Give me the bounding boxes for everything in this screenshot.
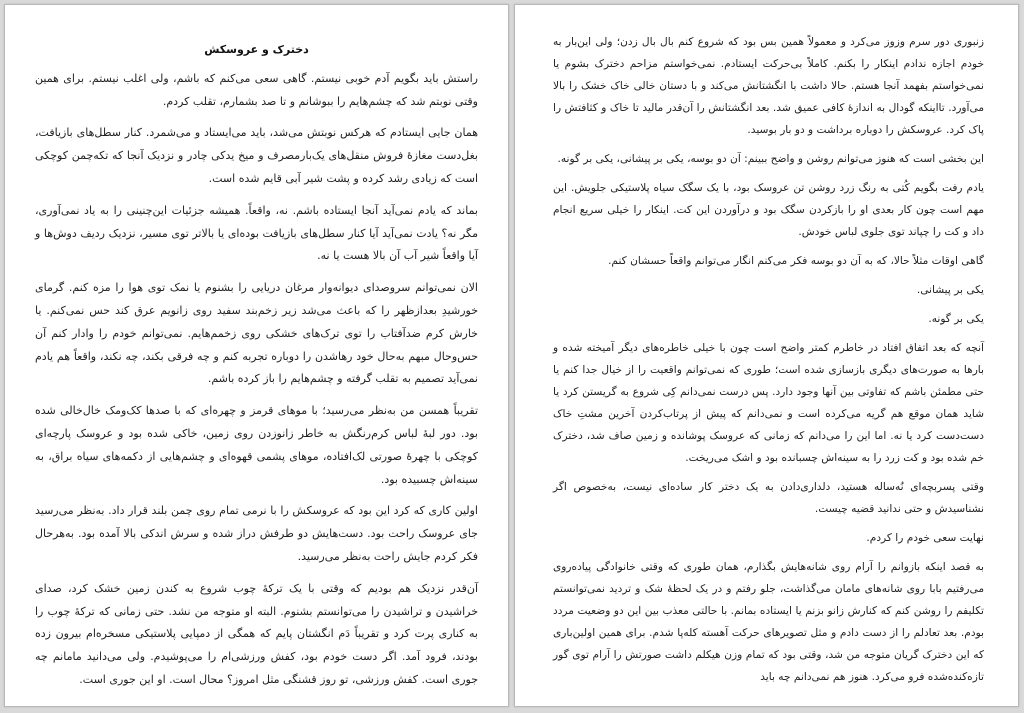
paragraph: گاهی اوقات مثلاً حالا، که به آن دو بوسه فکر می‌کنم انگار می‌توانم واقعاً حسشان کنم. — [608, 255, 984, 267]
paragraph: الان نمی‌توانم سروصدای دیوانه‌وار مرغان دریایی را بشنوم یا نمک توی هوا را مزه کنم. گرمای خورشیدِ بعدازظهر را که باعث می‌شد زیر زخم‌بند سفید روی زانویم عرق کند حس نمی‌کنم. یا خارش کرم ضدآفتاب را توی ترک‌های خشکی روی زخمم‌هایم. نمی‌توانم خودم را وادار کنم آن حس‌وحال مبهم به‌حال خود رهاشدن را دوباره تجربه کنم و چه فرقی بکند، چه نکند، واقعاً هم یادم نمی‌آید تصمیم به تقلب گرفته و چشم‌هایم را باز کرده باشم. — [35, 281, 478, 386]
paragraph: این بخشی است که هنوز می‌توانم روشن و واضح ببینم: آن دو بوسه، یکی بر پیشانی، یکی بر گونه. — [557, 153, 984, 165]
paragraph: به قصد اینکه بازوانم را آرام روی شانه‌هایش بگذارم، همان طوری که وقتی خانوادگی پیاده‌روی می‌رفتیم بابا روی شانه‌های مامان می‌گذاشت، جلو رفتم و در یک لحظهٔ شک و تردید نمی‌توانستم تکلیفم را روشن کنم که کنارش زانو بزنم یا ایستاده بمانم. با حالتی معذب بین این دو وضعیت مردد بودم. بعد تعادلم را از دست دادم و مثل تصویرهای حرکت آهسته کله‌پا شدم. برای همین اولین‌باری که این دخترک گریان متوجه من شد، وقتی بود که تمام وزن هیکلم داشت صورتش را آرام توی گور تازه‌کنده‌شده فرو می‌کرد. هنوز هم نمی‌دانم چه باید — [553, 561, 984, 683]
paragraph: تقریباً همسن من به‌نظر می‌رسید؛ با موهای قرمز و چهره‌ای که با صدها کک‌ومک خال‌خالی شده بود. دور لبهٔ لباس کرم‌رنگش به خاطر زانوزدن روی زمین، خاکی شده بود و عروسک پارچه‌ای کوچکی با چهرهٔ صورتی لک‌افتاده، موهای پشمی قهوه‌ای و چشم‌هایی از دکمه‌های سیاه براق، به سینه‌اش چسبیده بود. — [35, 404, 478, 486]
chapter-title: دخترک و عروسکش — [204, 43, 309, 56]
left-page-text — [35, 39, 478, 692]
paragraph: آنچه که بعد اتفاق افتاد در خاطرم کمتر واضح است چون با خیلی خاطره‌های دیگر آمیخته شده و بارها به صورت‌های دیگری بازسازی شده است؛ طوری که نمی‌توانم واقعیت را از خیال جدا کنم یا حتی مطمئن باشم که تفاوتی بین آنها وجود دارد. پس درست نمی‌دانم کِی شروع به گریستن کرد یا شاید همان موقع هم گریه می‌کرده است و نمی‌دانم که پیش از پرتاب‌کردن آخرین مشتِ خاک دست‌دست کرد یا نه. اما این را می‌دانم که زمانی که عروسک پوشانده و زمین صاف شد، دخترک خم شده بود و کت زرد را به سینه‌اش چسبانده بود و اشک می‌ریخت. — [553, 342, 984, 464]
paragraph: یکی بر پیشانی. — [916, 284, 984, 296]
paragraph: نهایت سعی خودم را کردم. — [866, 532, 984, 544]
paragraph: اولین کاری که کرد این بود که عروسکش را با نرمی تمام روی چمن بلند قرار داد. به‌نظر می‌رسید جای عروسک راحت بود. دست‌هایش دو طرفش دراز شده و سرش اندکی بالا آمده بود. به‌هرحال فکر کردم جایش راحت به‌نظر می‌رسید. — [35, 504, 478, 563]
paragraph: بماند که یادم نمی‌آید آنجا ایستاده باشم. نه، واقعاً. همیشه جزئیات این‌چنینی را به یاد نمی‌آوری، مگر نه؟ یادت نمی‌آید آیا کنار سطل‌های بازیافت بوده‌ای یا بالاتر توی مسیر، نزدیک ردیف دوش‌ها و آیا واقعاً شیر آب آن بالا هست یا نه. — [35, 203, 478, 263]
paragraph: راستش باید بگویم آدم خوبی نیستم. گاهی سعی می‌کنم که باشم، ولی اغلب نیستم. برای همین وقتی نوبتم شد که چشم‌هایم را ببوشانم و تا صد بشمارم، تقلب کردم. — [35, 71, 478, 108]
right-page — [514, 4, 1019, 707]
left-page — [4, 4, 509, 707]
paragraph: یادم رفت بگویم کُتی به رنگ زرد روشن تن عروسک بود، با یک سگک سیاه پلاستیکی جلویش. این مهم است چون کار بعدی او را بازکردن سگک بود و درآوردن این کت. اینکار را خیلی سریع انجام داد و کت را چپاند توی جلوی لباس خودش. — [553, 182, 984, 238]
right-page-text — [553, 31, 984, 688]
paragraph: یکی بر گونه. — [928, 313, 984, 325]
paragraph: آن‌قدر نزدیک هم بودیم که وقتی با یک ترکهٔ چوب شروع به کندن زمین خشک کرد، صدای خراشیدن و تراشیدن را می‌توانستم بشنوم. البته او متوجه من نشد. حتی زمانی که ترکهٔ چوب را به کناری پرت کرد و تقریباً دَم انگشتان پایم که همگی از دمپایی پلاستیکی مسخره‌ام بیرون زده بودند، فرود آمد. اگر دست خودم بود، کفش ورزشی‌ام را می‌پوشیدم. ولی می‌دانید مامانم چه جوری است. کفش ورزشی، تو روز قشنگی مثل امروز؟ محال است. او این جوری است. — [35, 581, 478, 686]
paragraph: همان جایی ایستادم که هرکس نوبتش می‌شد، باید می‌ایستاد و می‌شمرد. کنار سطل‌های بازیافت، بغل‌دست مغازهٔ فروش منقل‌های یک‌بارمصرف و میخ یدکی چادر و نزدیک آنجا که تکه‌چمن کوچکی است که زیادی رشد کرده و پشت شیر آبی قایم شده است. — [35, 126, 478, 185]
paragraph: زنبوری دور سرم وزوز می‌کرد و معمولاً همین بس بود که شروع کنم بال بال زدن؛ ولی این‌بار به خودم اجازه ندادم اینکار را بکنم. کاملاً بی‌حرکت ایستادم. نمی‌خواستم مزاحم دخترک بشوم یا نمی‌خواستم بفهمد آنجا هستم. حالا داشت با انگشتانش می‌کند و با دستان خالی خاک خشک را بالا می‌آورد. تااینکه گودال به اندازهٔ کافی عمیق شد. بعد انگشتانش را آن‌قدر مالید تا خاک و کثافتش را پاک کرد. عروسکش را دوباره برداشت و دو بار بوسید. — [553, 36, 984, 136]
paragraph: وقتی پسربچه‌ای نُه‌ساله هستید، دلداری‌دادن به یک دختر کار ساده‌ای نیست، به‌خصوص اگر نشناسیدش و حتی ندانید قضیه چیست. — [553, 481, 984, 515]
